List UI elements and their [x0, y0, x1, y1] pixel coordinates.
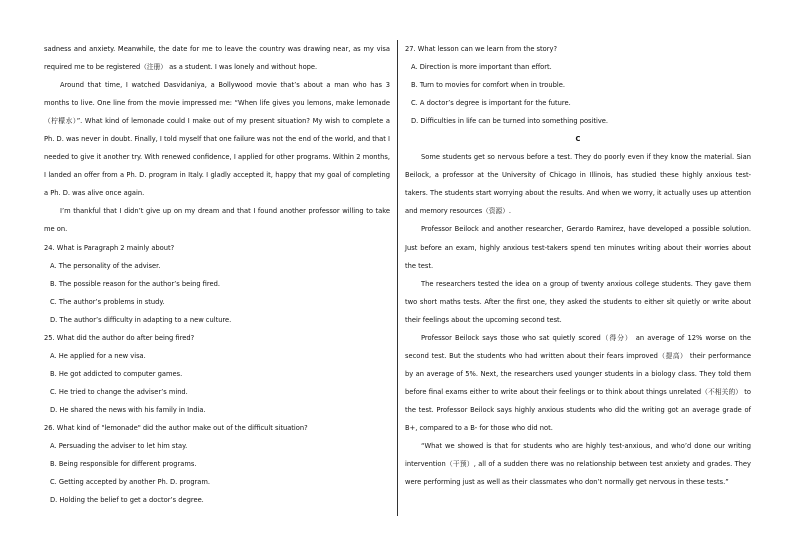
- section-heading: C: [575, 135, 581, 144]
- question-25-stem: 25. What did the author do after being fired?: [44, 333, 195, 342]
- question-25-option-d: D. He shared the news with his family in India.: [50, 405, 206, 414]
- paragraph-intro: sadness and anxiety. Meanwhile, the date for me to leave the country was drawing near, as my visa required me to be registered（注册） as a student. I was lonely and without hope.: [44, 45, 390, 72]
- question-26-option-a: A. Persuading the adviser to let him stay.: [50, 442, 188, 451]
- question-24-option-c: C. The author’s problems in study.: [50, 297, 165, 306]
- left-column: [44, 40, 390, 509]
- question-25-option-a: A. He applied for a new visa.: [50, 351, 146, 360]
- question-27-option-a: A. Direction is more important than effort.: [411, 63, 552, 72]
- passage-c-paragraph-2: Professor Beilock and another researcher, Gerardo Ramirez, have developed a possible solution. Just before an exam, highly anxious test-takers spend ten minutes writing about their worries about the test.: [405, 225, 751, 270]
- question-24-stem: 24. What is Paragraph 2 mainly about?: [44, 243, 175, 252]
- question-27-option-b: B. Turn to movies for comfort when in trouble.: [411, 81, 565, 90]
- passage-c-paragraph-5: “What we showed is that for students who are highly test-anxious, and who’d done our writing intervention（干预）, all of a sudden there was no relationship between test anxiety and grades. They were performing just as well as their classmates who don’t normally get nervous in these tests.”: [405, 442, 751, 487]
- column-divider: [397, 40, 398, 516]
- question-26-stem: 26. What kind of "lemonade" did the author make out of the difficult situation?: [44, 423, 308, 432]
- question-26-option-d: D. Holding the belief to get a doctor’s degree.: [50, 496, 204, 505]
- question-24-option-d: D. The author’s difficulty in adapting to a new culture.: [50, 315, 232, 324]
- paragraph-thanks: I’m thankful that I didn’t give up on my dream and that I found another professor willing to take me on.: [44, 207, 390, 234]
- question-27-stem: 27. What lesson can we learn from the story?: [405, 45, 558, 53]
- question-25-option-c: C. He tried to change the adviser’s mind.: [50, 387, 188, 396]
- passage-c-paragraph-4: Professor Beilock says those who sat quietly scored（得分） an average of 12% worse on the second test. But the students who had written about their fears improved（提高） their performance by an average of 5%. Next, the researchers used younger students in a biology class. They told them before final exams either to write about their feelings or to think about things unrelated（不相关的） to the test. Professor Beilock says highly anxious students who did the writing got an average grade of B+, compared to a B- for those who did not.: [405, 333, 751, 432]
- question-24-option-b: B. The possible reason for the author’s being fired.: [50, 279, 220, 288]
- question-24-option-a: A. The personality of the adviser.: [50, 261, 161, 270]
- right-column: [405, 40, 751, 491]
- question-25-option-b: B. He got addicted to computer games.: [50, 369, 183, 378]
- passage-c-paragraph-3: The researchers tested the idea on a group of twenty anxious college students. They gave them two short maths tests. After the first one, they asked the students to either sit quietly or write about their feelings about the upcoming second test.: [405, 279, 751, 324]
- question-27-option-c: C. A doctor’s degree is important for the future.: [411, 99, 571, 108]
- question-26-option-b: B. Being responsible for different programs.: [50, 460, 197, 469]
- question-26-option-c: C. Getting accepted by another Ph. D. program.: [50, 478, 211, 487]
- passage-c-paragraph-1: Some students get so nervous before a test. They do poorly even if they know the material. Sian Beilock, a professor at the University of Chicago in Illinois, has studied these highly anxious test-takers. The students start worrying about the results. And when we worry, it actually uses up attention and memory resources（资源）.: [405, 153, 751, 216]
- paragraph-movie: Around that time, I watched Dasvidaniya, a Bollywood movie that’s about a man who has 3 months to live. One line from the movie impressed me: “When life gives you lemons, make lemonade（柠檬水）”. What kind of lemonade could I make out of my present situation? My wish to complete a Ph. D. was never in doubt. Finally, I told myself that one failure was not the end of the world, and that I needed to give it another try. With renewed confidence, I applied for other programs. Within 2 months, I landed an offer from a Ph. D. program in Italy. I gladly accepted it, happy that my goal of completing a Ph. D. was alive once again.: [44, 81, 390, 198]
- question-27-option-d: D. Difficulties in life can be turned into something positive.: [411, 117, 609, 126]
